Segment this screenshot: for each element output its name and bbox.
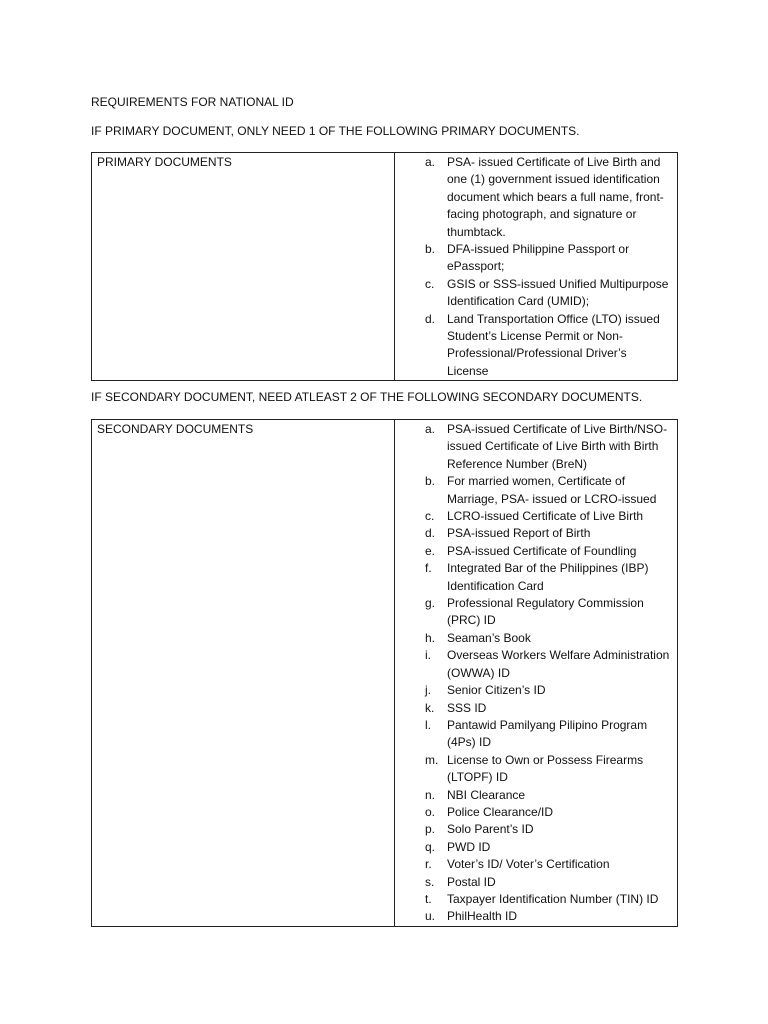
list-item-marker: b. [425,474,436,489]
list-item [395,787,671,804]
primary-documents-header: PRIMARY DOCUMENTS [92,153,395,381]
list-item-text: Police Clearance/ID [447,804,554,819]
list-item-marker: i. [425,648,431,663]
list-item-text: Overseas Workers Welfare Administration (OWWA) ID [447,648,670,680]
list-item [395,560,671,595]
list-item [395,508,671,525]
list-item-text: PSA-issued Certificate of Live Birth/NSO-issued Certificate of Live Birth with Birth Reference Number (BreN) [447,422,668,471]
list-item-marker: o. [425,804,436,819]
list-item-marker: u. [425,909,436,924]
list-item [395,421,671,473]
list-item-marker: m. [425,752,439,767]
list-item [395,804,671,821]
list-item [395,839,671,856]
list-item-marker: j. [425,683,431,698]
table-row [92,420,678,927]
list-item-text: SSS ID [447,700,487,715]
list-item-text: Senior Citizen’s ID [447,683,546,698]
list-item [395,241,671,276]
list-item-text: Land Transportation Office (LTO) issued Student’s License Permit or Non-Professional/Professional Driver’s License [447,311,660,378]
document-title: REQUIREMENTS FOR NATIONAL ID [91,95,294,109]
primary-documents-list [395,154,671,380]
list-item-marker: c. [425,276,435,291]
list-item-marker: d. [425,311,436,326]
list-item-marker: a. [425,155,436,169]
list-item-text: LCRO-issued Certificate of Live Birth [447,509,644,524]
list-item-text: DFA-issued Philippine Passport or ePassport; [447,242,630,274]
list-item [395,856,671,873]
secondary-documents-cell [395,420,678,927]
list-item-marker: k. [425,700,435,715]
primary-documents-cell [395,153,678,381]
table-row [92,153,678,381]
list-item-marker: f. [425,561,432,576]
list-item [395,473,671,508]
list-item-marker: a. [425,422,436,436]
primary-instruction: IF PRIMARY DOCUMENT, ONLY NEED 1 OF THE FOLLOWING PRIMARY DOCUMENTS. [91,124,580,138]
list-item-text: Seaman’s Book [447,630,531,645]
list-item-text: NBI Clearance [447,787,526,802]
list-item-text: Pantawid Pamilyang Pilipino Program (4Ps) ID [447,717,648,750]
list-item-marker: g. [425,596,436,611]
list-item-text: PSA-issued Report of Birth [447,526,591,541]
primary-documents-table [91,152,678,381]
list-item-text: For married women, Certificate of Marriage, PSA- issued or LCRO-issued [447,474,657,506]
list-item-text: PSA-issued Certificate of Foundling [447,543,637,558]
list-item-marker: p. [425,822,436,837]
list-item-marker: s. [425,874,435,889]
list-item [395,630,671,647]
list-item [395,276,671,311]
list-item [395,752,671,787]
list-item-marker: b. [425,242,436,257]
secondary-documents-table [91,419,678,927]
list-item-marker: d. [425,526,436,541]
list-item [395,311,671,381]
list-item-marker: e. [425,543,436,558]
list-item [395,595,671,630]
list-item [395,525,671,542]
list-item-marker: c. [425,509,435,524]
list-item-text: License to Own or Possess Firearms (LTOPF) ID [447,752,644,785]
list-item-text: Postal ID [447,874,496,889]
list-item-marker: r. [425,857,432,872]
list-item-text: Integrated Bar of the Philippines (IBP) Identification Card [447,561,649,593]
list-item-text: PWD ID [447,839,491,854]
list-item-text: Solo Parent’s ID [447,822,534,837]
list-item [395,891,671,908]
list-item-text: Taxpayer Identification Number (TIN) ID [447,891,659,906]
list-item-marker: n. [425,787,436,802]
list-item-text: PhilHealth ID [447,909,518,924]
list-item-marker: h. [425,630,436,645]
list-item-text: GSIS or SSS-issued Unified Multipurpose Identification Card (UMID); [447,276,669,309]
list-item [395,700,671,717]
secondary-instruction: IF SECONDARY DOCUMENT, NEED ATLEAST 2 OF THE FOLLOWING SECONDARY DOCUMENTS. [91,390,643,404]
list-item [395,647,671,682]
list-item [395,154,671,241]
secondary-documents-header: SECONDARY DOCUMENTS [92,420,395,927]
list-item-marker: q. [425,839,436,854]
list-item [395,821,671,838]
list-item-text: Professional Regulatory Commission (PRC) ID [447,596,644,628]
list-item-marker: l. [425,717,431,732]
list-item [395,543,671,560]
list-item [395,717,671,752]
list-item-marker: t. [425,891,432,906]
list-item [395,682,671,699]
list-item [395,874,671,891]
list-item-text: Voter’s ID/ Voter’s Certification [447,857,610,872]
list-item-text: PSA- issued Certificate of Live Birth and one (1) government issued identification document which bears a full name, front-facing photograph, and signature or thumbtack. [447,155,664,239]
list-item [395,908,671,925]
secondary-documents-list [395,421,671,926]
